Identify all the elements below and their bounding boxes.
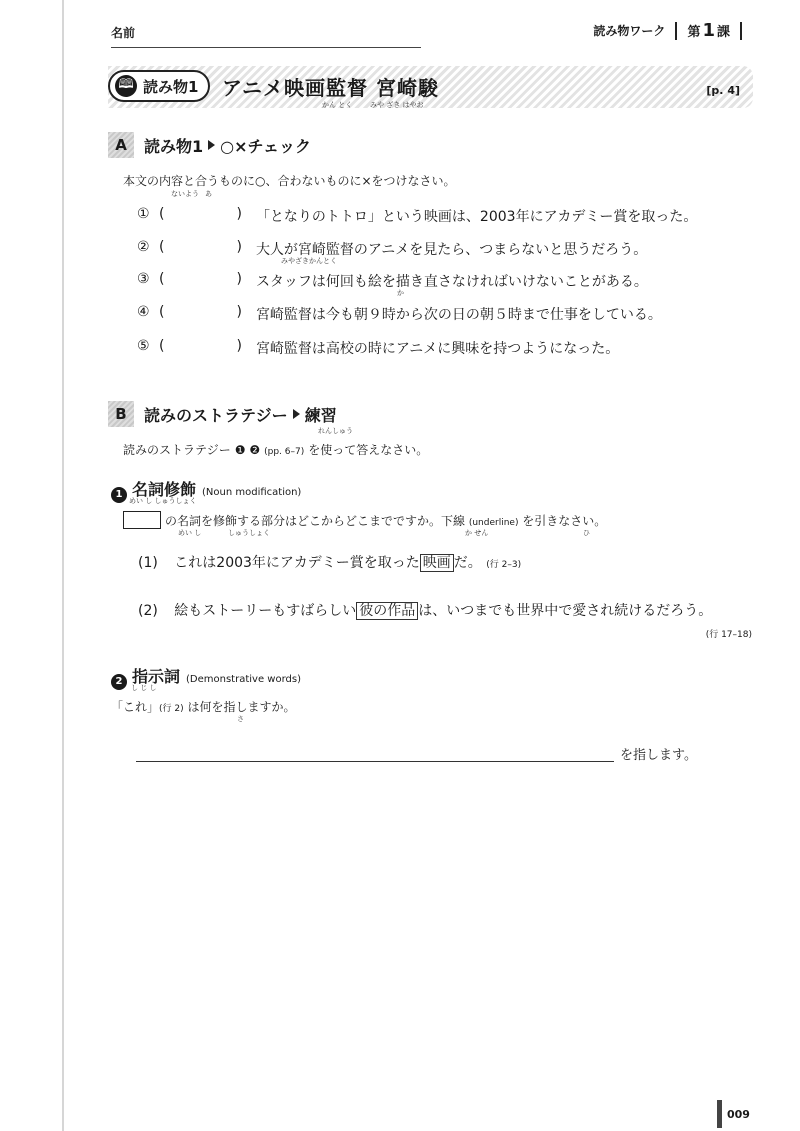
section-b-heading — [108, 401, 337, 427]
sub1-question-2 — [138, 600, 712, 620]
q1-boxed-noun[interactable]: 映画 — [420, 554, 454, 572]
sub2-question — [111, 698, 295, 715]
item-mark: ⑤ — [137, 338, 150, 354]
ruby-sub1-title: めい し しゅうしょく — [129, 497, 197, 505]
paren-close: ) — [236, 239, 242, 255]
instruction-suffix: を使って答えなさい。 — [308, 443, 429, 457]
paren-open: ( — [159, 338, 165, 354]
header-divider — [675, 22, 677, 40]
sub1-instruction-part2: を引きなさい。 — [522, 514, 607, 528]
work-label: 読み物ワーク — [593, 24, 666, 38]
section-b-title-part1: 読みのストラテジー — [144, 405, 288, 425]
answer-line[interactable] — [136, 761, 614, 762]
answer-blank[interactable] — [164, 239, 236, 259]
answer-suffix: を指します。 — [620, 748, 697, 763]
page-reference: [p. 4] — [706, 84, 740, 97]
section-a-title-part2: ○×チェック — [220, 136, 312, 156]
sub1-instruction — [123, 511, 606, 529]
page-number-text: 009 — [727, 1107, 750, 1121]
q2-number: (2) — [138, 603, 158, 619]
book-icon: 🕮 — [115, 75, 137, 97]
instruction-pages: (pp. 6–7) — [264, 447, 305, 457]
answer-blank[interactable] — [164, 338, 236, 358]
sub2-title: 指示詞 — [132, 667, 181, 686]
header-right — [593, 20, 752, 41]
paren-close: ) — [236, 304, 242, 320]
section-a-instruction: 本文の内容と合うものに○、合わないものに×をつけなさい。 — [123, 174, 456, 188]
paren-open: ( — [159, 239, 165, 255]
section-b-title-part2: 練習 — [304, 405, 337, 425]
name-line[interactable] — [111, 47, 421, 48]
sub2-english: (Demonstrative words) — [186, 674, 301, 685]
list-item — [137, 338, 619, 358]
ruby-a: あ — [205, 190, 212, 198]
ruby-miyazakikantoku: みやざきかんとく — [281, 257, 337, 265]
q1-number: (1) — [138, 555, 158, 571]
lesson-suffix: 課 — [716, 25, 730, 40]
q2-boxed-noun[interactable]: 彼の作品 — [356, 602, 418, 620]
sub1-instruction-part1: の名詞を修飾する部分はどこからどこまでですか。下線 — [165, 514, 466, 528]
paren-open: ( — [159, 271, 165, 287]
q1-text-post: だ。 — [453, 555, 482, 571]
ruby-ka: か — [397, 289, 404, 297]
q2-text-post: は、いつまでも世界中で愛され続けるだろう。 — [418, 603, 713, 619]
instruction-prefix: 読みのストラテジー — [123, 443, 231, 457]
pill-label: 読み物1 — [143, 77, 199, 96]
triangle-right-icon — [208, 140, 215, 150]
item-text: 大人が宮崎監督のアニメを見たら、つまらないと思うだろう。 — [255, 242, 648, 258]
ruby-sa: さ — [237, 715, 244, 723]
item-mark: ④ — [137, 304, 150, 320]
section-b-instruction — [123, 441, 428, 458]
paren-close: ) — [236, 338, 242, 354]
page-number — [717, 1100, 750, 1128]
item-mark: ① — [137, 206, 150, 222]
lesson-label — [687, 20, 730, 41]
list-item — [137, 304, 662, 324]
banner-pill — [108, 70, 210, 102]
answer-blank[interactable] — [164, 304, 236, 324]
section-b-letter: B — [108, 401, 134, 427]
q1-text-pre: これは2003年にアカデミー賞を取った — [174, 555, 420, 571]
sub1-english: (Noun modification) — [202, 487, 302, 498]
q2-line-ref: (行 17–18) — [705, 630, 752, 640]
list-item — [137, 271, 648, 291]
triangle-right-icon — [293, 409, 300, 419]
ruby-renshuu: れんしゅう — [318, 427, 353, 435]
ruby-kantoku: かん とく — [322, 101, 353, 109]
answer-blank[interactable] — [164, 206, 236, 226]
item-text: 宮崎監督は今も朝９時から次の日の朝５時まで仕事をしている。 — [255, 307, 662, 323]
sub1-title: 名詞修飾 — [132, 480, 197, 499]
section-a-title — [144, 134, 311, 157]
sub2-question-text: は何を指しますか。 — [187, 700, 296, 714]
section-a-heading — [108, 132, 311, 158]
sub2-question-quote: 「これ」 — [111, 700, 160, 714]
list-item — [137, 239, 647, 259]
ruby-naiyou: ないよう — [171, 190, 199, 198]
item-text: 「となりのトトロ」という映画は、2003年にアカデミー賞を取った。 — [255, 209, 698, 225]
q1-line-ref: (行 2–3) — [486, 560, 522, 570]
lesson-prefix: 第 — [687, 25, 701, 40]
paren-close: ) — [236, 206, 242, 222]
lesson-number: 1 — [702, 20, 715, 41]
sub1-instruction-en: (underline) — [468, 518, 519, 528]
section-a-letter: A — [108, 132, 134, 158]
section-a-title-part1: 読み物1 — [144, 136, 204, 156]
ruby-sub2-title: し じ し — [131, 684, 157, 692]
ruby-meishi: めい し — [178, 529, 202, 537]
item-text: 宮崎監督は高校の時にアニメに興味を持つようになった。 — [255, 341, 620, 357]
name-label: 名前 — [111, 26, 136, 40]
paren-open: ( — [159, 304, 165, 320]
page-title: アニメ映画監督 宮崎駿 — [222, 76, 439, 100]
ruby-miyazaki: みや ざき はやお — [370, 101, 424, 109]
ruby-kasen: か せん — [465, 529, 489, 537]
section-b-title — [144, 403, 337, 426]
list-item — [137, 206, 697, 226]
page-edge — [62, 0, 64, 1131]
item-mark: ② — [137, 239, 150, 255]
item-text: スタッフは何回も絵を描き直さなければいけないことがある。 — [255, 274, 648, 290]
answer-blank[interactable] — [164, 271, 236, 291]
page-number-bar — [717, 1100, 722, 1128]
instruction-marks: ❶ ❷ — [234, 443, 261, 457]
sub2-number: 2 — [111, 674, 127, 690]
sub2-question-ref: (行 2) — [159, 704, 184, 714]
paren-close: ) — [236, 271, 242, 287]
paren-open: ( — [159, 206, 165, 222]
header-divider-end — [740, 22, 742, 40]
q2-text-pre: 絵もストーリーもすばらしい — [174, 603, 357, 619]
sub1-number: 1 — [111, 487, 127, 503]
blank-box-icon — [123, 511, 161, 529]
ruby-shuushoku: しゅうしょく — [228, 529, 270, 537]
item-mark: ③ — [137, 271, 150, 287]
ruby-hi: ひ — [583, 529, 590, 537]
sub1-question-1 — [138, 552, 521, 572]
